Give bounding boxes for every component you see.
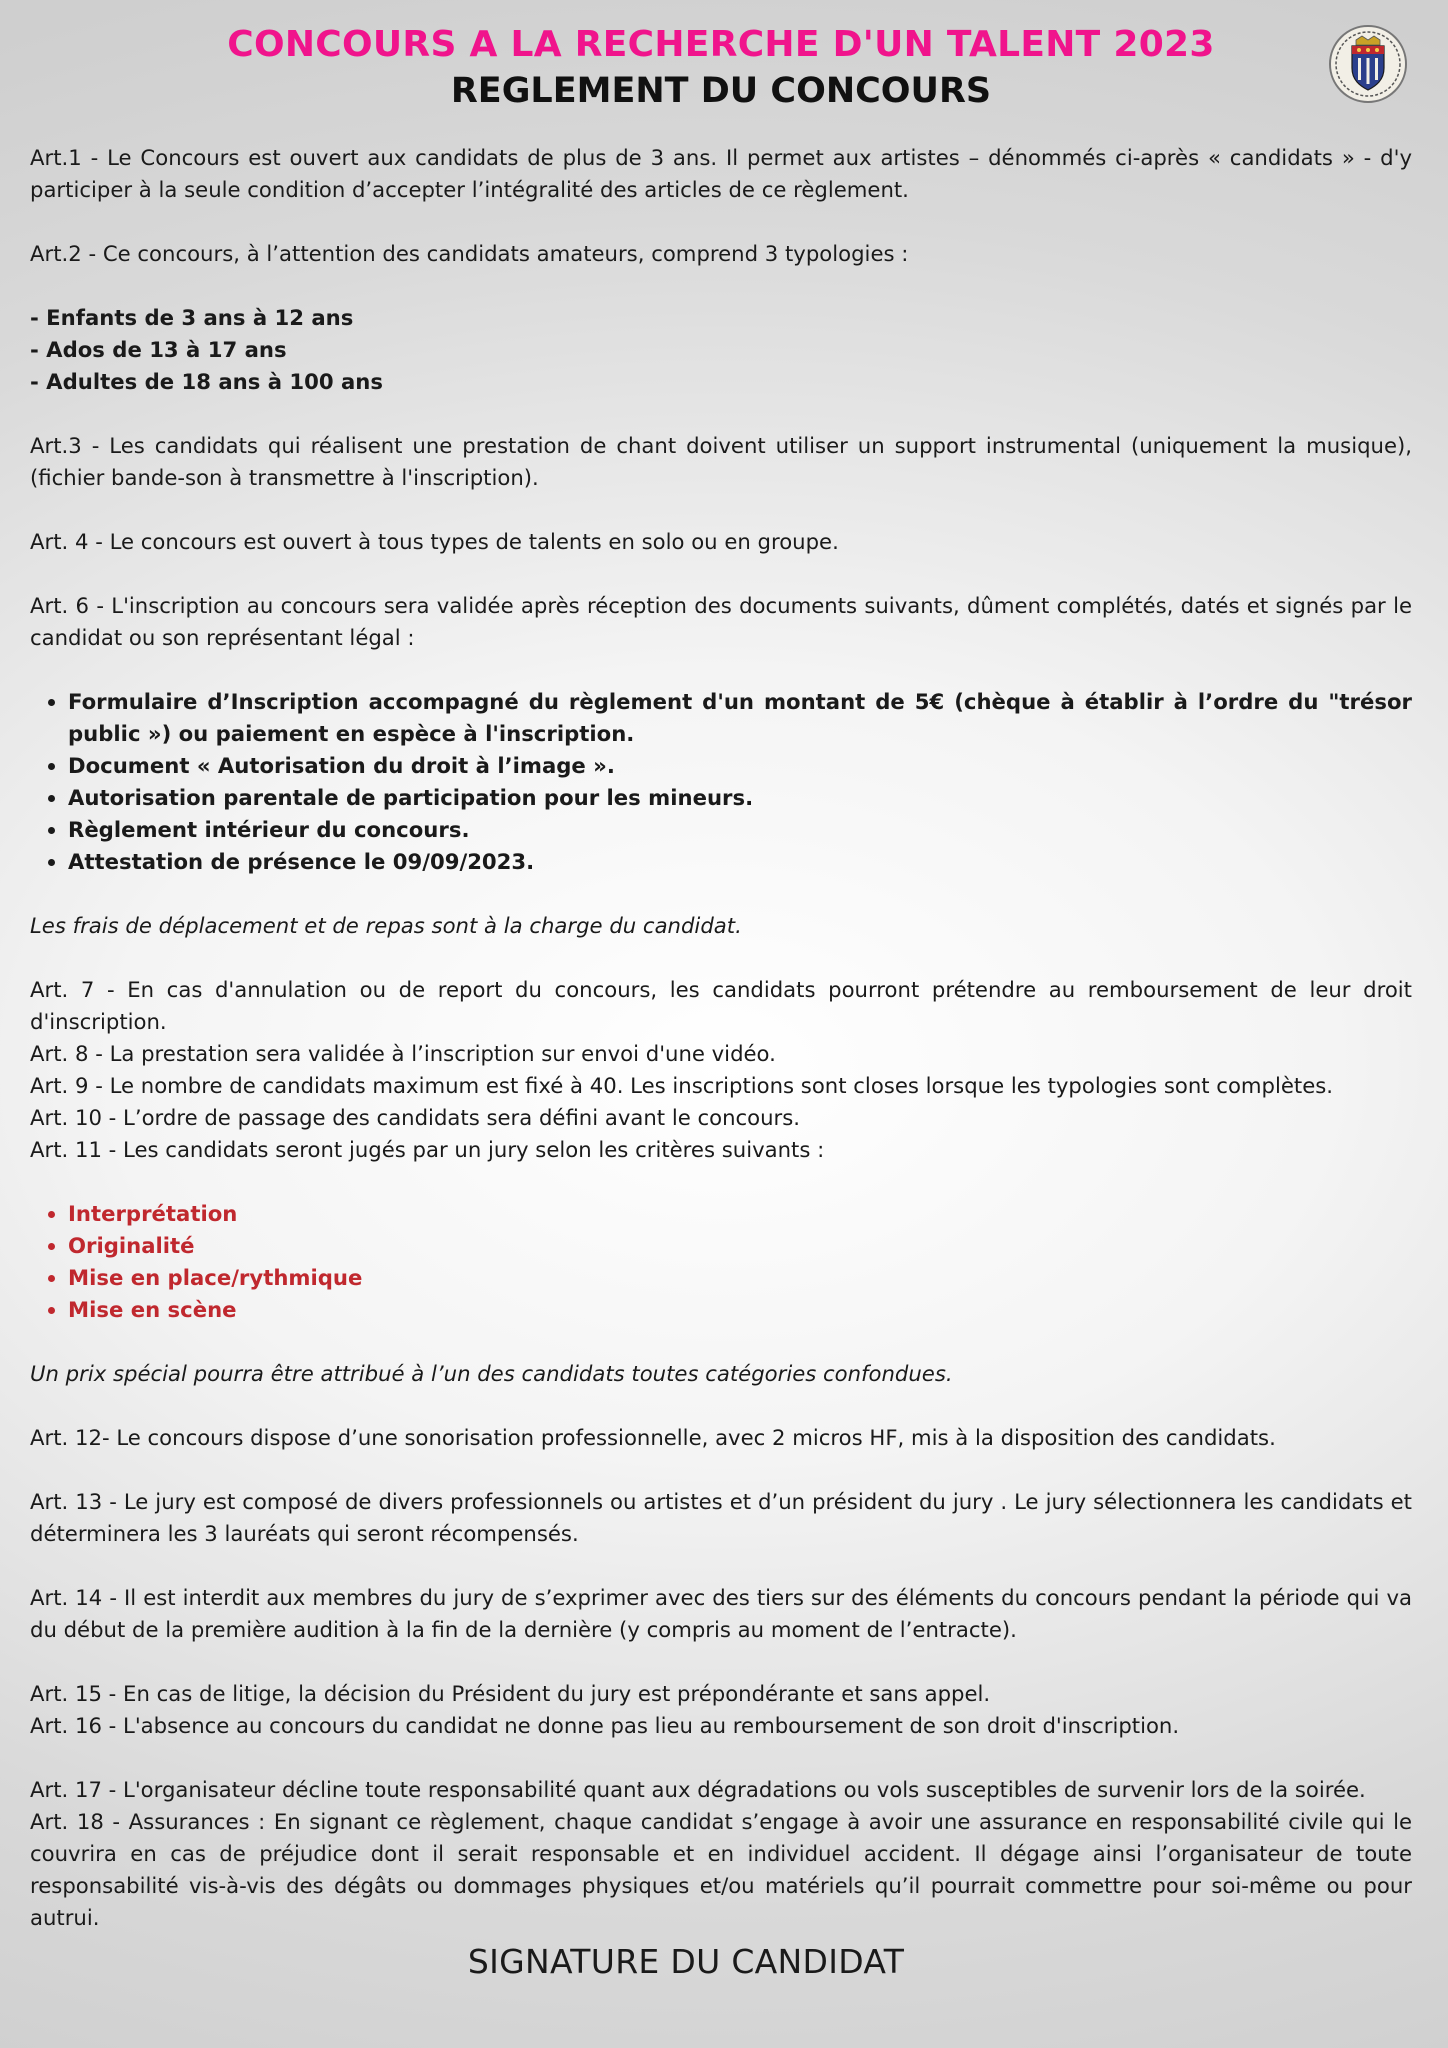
page-title: CONCOURS A LA RECHERCHE D'UN TALENT 2023 — [227, 24, 1215, 65]
article-2: Art.2 - Ce concours, à l’attention des candidats amateurs, comprend 3 typologies : — [30, 241, 909, 266]
article-14: Art. 14 - Il est interdit aux membres du jury de s’exprimer avec des tiers sur des éléments du concours pendant la période qui va du début de la première audition à la fin de la dernière (y compris au moment de l’entracte). — [30, 1585, 1412, 1642]
signature-label: SIGNATURE DU CANDIDAT — [467, 1942, 905, 1981]
article-7: Art. 7 - En cas d'annulation ou de report du concours, les candidats pourront prétendre au remboursement de leur droit d'inscription. — [30, 977, 1412, 1034]
list-item: • Mise en place/rythmique — [68, 1262, 1412, 1294]
note-travel-costs: Les frais de déplacement et de repas sont à la charge du candidat. — [30, 913, 742, 938]
article-17: Art. 17 - L'organisateur décline toute responsabilité quant aux dégradations ou vols susceptibles de survenir lors de la soirée. — [30, 1777, 1366, 1802]
list-item: • Interprétation — [68, 1198, 1412, 1230]
article-18: Art. 18 - Assurances : En signant ce règlement, chaque candidat s’engage à avoir une assurance en responsabilité civile qui le couvrira en cas de préjudice dont il serait responsable et en individuel accident. Il dégage ainsi l’organisateur de toute responsabilité vis-à-vis des dégâts ou dommages physiques et/ou matériels qu’il pourrait commettre pour soi-même ou pour autrui. — [30, 1809, 1412, 1930]
list-item: • Mise en scène — [68, 1294, 1412, 1326]
typology-item: - Adultes de 18 ans à 100 ans — [30, 369, 383, 394]
article-3: Art.3 - Les candidats qui réalisent une prestation de chant doivent utiliser un support instrumental (uniquement la musique), (fichier bande-son à transmettre à l'inscription). — [30, 433, 1412, 490]
article-6: Art. 6 - L'inscription au concours sera validée après réception des documents suivants, dûment complétés, datés et signés par le candidat ou son représentant légal : — [30, 593, 1412, 650]
criteria-list — [30, 1198, 1412, 1326]
list-item: • Formulaire d’Inscription accompagné du règlement d'un montant de 5€ (chèque à établir à l’ordre du "trésor public ») ou paiement en espèce à l'inscription. — [68, 686, 1412, 750]
list-item: • Document « Autorisation du droit à l’image ». — [68, 750, 1412, 782]
article-4: Art. 4 - Le concours est ouvert à tous types de talents en solo ou en groupe. — [30, 529, 839, 554]
required-documents-list — [30, 686, 1412, 878]
list-item: • Règlement intérieur du concours. — [68, 814, 1412, 846]
article-1: Art.1 - Le Concours est ouvert aux candidats de plus de 3 ans. Il permet aux artistes – dénommés ci-après « candidats » - d'y participer à la seule condition d’accepter l’intégralité des articles de ce règlement. — [30, 145, 1412, 202]
list-item: • Originalité — [68, 1230, 1412, 1262]
article-10: Art. 10 - L’ordre de passage des candidats sera défini avant le concours. — [30, 1105, 801, 1130]
article-8: Art. 8 - La prestation sera validée à l’inscription sur envoi d'une vidéo. — [30, 1041, 776, 1066]
document-page — [30, 22, 1412, 1981]
typology-item: - Ados de 13 à 17 ans — [30, 337, 287, 362]
article-13: Art. 13 - Le jury est composé de divers professionnels ou artistes et d’un président du jury . Le jury sélectionnera les candidats et déterminera les 3 lauréats qui seront récompensés. — [30, 1489, 1412, 1546]
note-special-prize: Un prix spécial pourra être attribué à l’un des candidats toutes catégories confondues. — [30, 1361, 953, 1386]
article-9: Art. 9 - Le nombre de candidats maximum est fixé à 40. Les inscriptions sont closes lorsque les typologies sont complètes. — [30, 1073, 1334, 1098]
page-subtitle: REGLEMENT DU CONCOURS — [450, 71, 992, 111]
article-12: Art. 12- Le concours dispose d’une sonorisation professionnelle, avec 2 micros HF, mis à la disposition des candidats. — [30, 1425, 1276, 1450]
coat-of-arms-icon — [1328, 24, 1408, 104]
article-16: Art. 16 - L'absence au concours du candidat ne donne pas lieu au remboursement de son droit d'inscription. — [30, 1713, 1180, 1738]
rules-body — [30, 142, 1412, 1934]
article-15: Art. 15 - En cas de litige, la décision du Président du jury est prépondérante et sans appel. — [30, 1681, 991, 1706]
list-item: • Attestation de présence le 09/09/2023. — [68, 846, 1412, 878]
list-item: • Autorisation parentale de participation pour les mineurs. — [68, 782, 1412, 814]
article-11: Art. 11 - Les candidats seront jugés par un jury selon les critères suivants : — [30, 1137, 825, 1162]
typology-item: - Enfants de 3 ans à 12 ans — [30, 305, 354, 330]
